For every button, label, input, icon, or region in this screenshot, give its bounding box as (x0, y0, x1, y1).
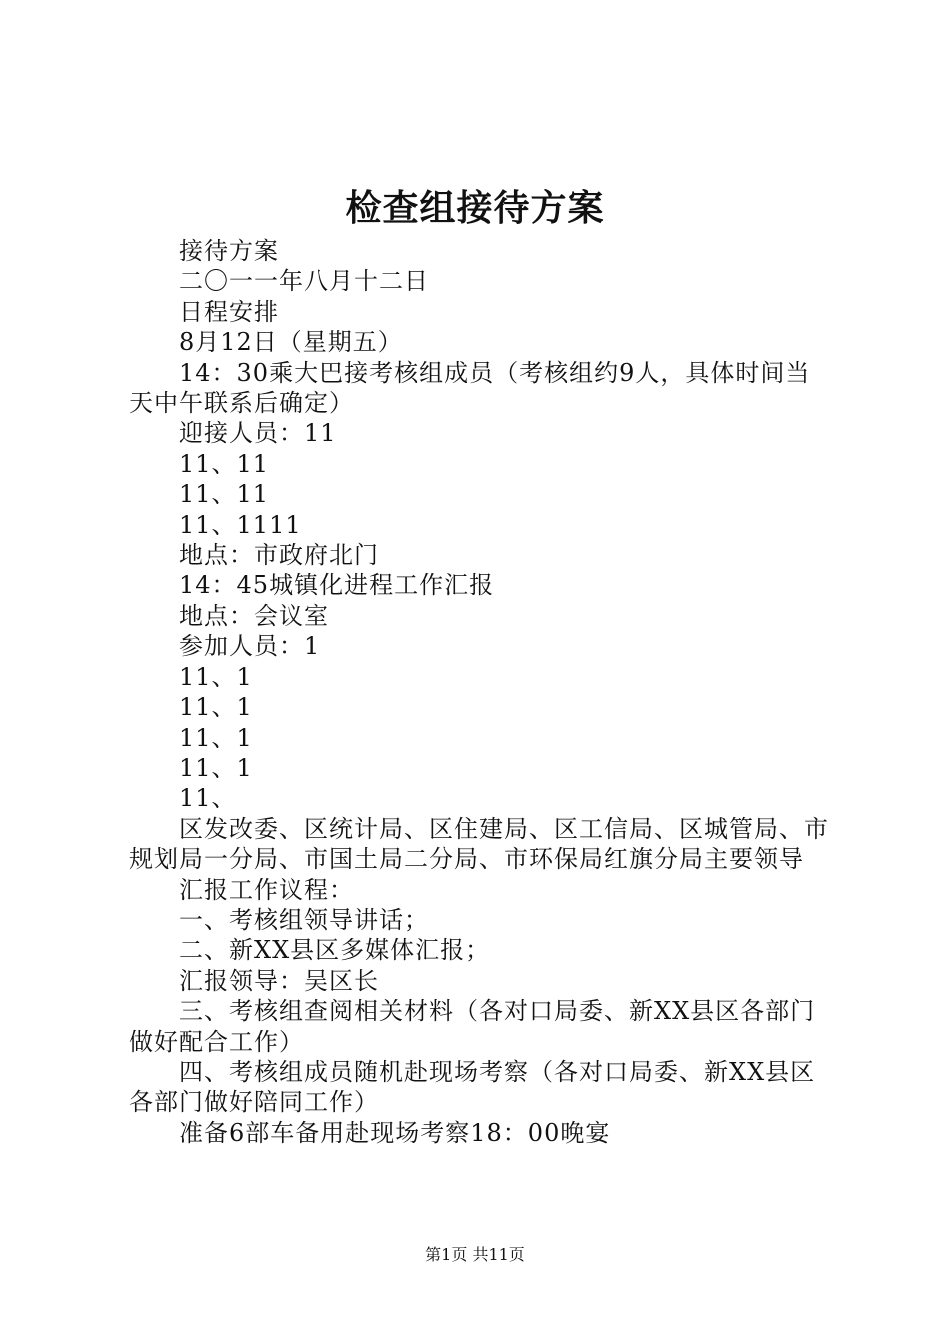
paragraph: 11、1 (179, 723, 253, 752)
paragraph: 11、1111 (179, 510, 302, 539)
paragraph: 14：30乘大巴接考核组成员（考核组约9人，具体时间当天中午联系后确定） (129, 358, 811, 418)
paragraph: 接待方案 (179, 237, 279, 265)
paragraph: 11、11 (179, 480, 270, 509)
document-body (129, 236, 831, 1148)
paragraph: 11、1 (179, 753, 253, 782)
document-title: 检查组接待方案 (345, 187, 605, 229)
paragraph: 地点：会议室 (179, 601, 329, 630)
paragraph: 11、1 (179, 662, 253, 691)
paragraph: 二、新XX县区多媒体汇报； (179, 936, 491, 965)
paragraph: 区发改委、区统计局、区住建局、区工信局、区城管局、市规划局一分局、市国土局二分局、市环保局红旗分局主要领导 (129, 814, 829, 874)
page-footer: 第1页 共11页 (425, 1245, 525, 1264)
paragraph: 二〇一一年八月十二日 (179, 267, 429, 296)
paragraph: 14：45城镇化进程工作汇报 (179, 571, 495, 600)
paragraph: 一、考核组领导讲话； (179, 905, 429, 934)
paragraph: 汇报领导：吴区长 (179, 966, 379, 995)
paragraph: 四、考核组成员随机赴现场考察（各对口局委、新XX县区各部门做好陪同工作） (129, 1057, 816, 1117)
paragraph: 日程安排 (179, 297, 279, 326)
paragraph: 11、 (179, 784, 237, 813)
paragraph: 三、考核组查阅相关材料（各对口局委、新XX县区各部门做好配合工作） (129, 997, 816, 1056)
paragraph: 准备6部车备用赴现场考察18：00晚宴 (179, 1118, 611, 1147)
paragraph: 地点：市政府北门 (179, 541, 379, 570)
paragraph: 汇报工作议程： (179, 875, 354, 904)
paragraph: 参加人员：1 (179, 632, 321, 661)
paragraph: 8月12日（星期五） (179, 328, 403, 357)
paragraph: 11、11 (179, 449, 270, 478)
paragraph: 11、1 (179, 693, 253, 722)
paragraph: 迎接人员：11 (179, 419, 337, 448)
